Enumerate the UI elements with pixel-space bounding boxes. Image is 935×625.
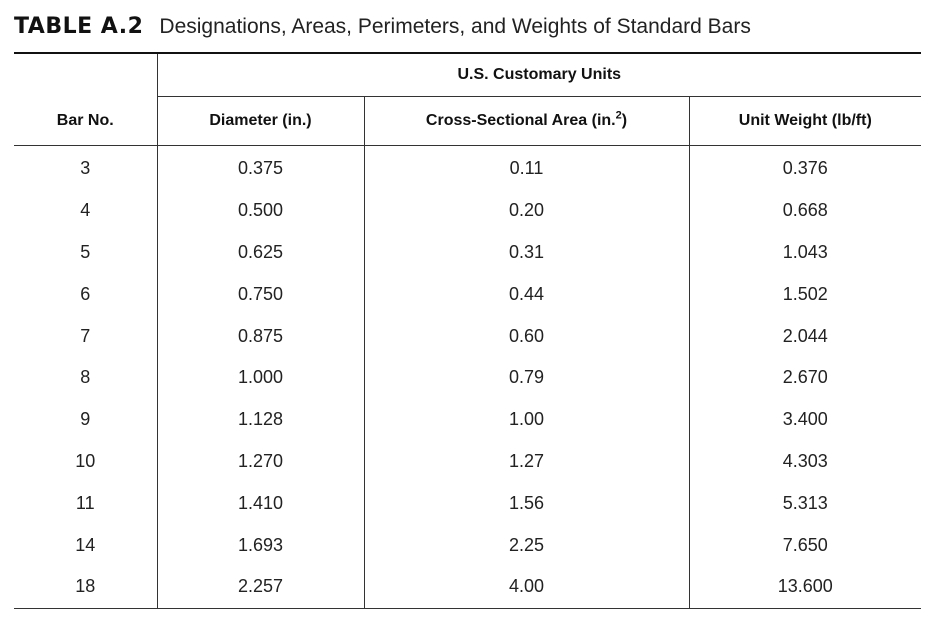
cell-area: 4.00 bbox=[364, 566, 689, 608]
cell-area: 0.44 bbox=[364, 273, 689, 315]
cell-diameter: 1.270 bbox=[157, 441, 364, 483]
table-row bbox=[14, 146, 921, 190]
group-header-row bbox=[14, 54, 921, 97]
table-caption bbox=[14, 14, 751, 46]
cell-bar-no: 3 bbox=[80, 158, 91, 179]
cell-diameter: 1.410 bbox=[157, 482, 364, 524]
cell-diameter: 0.750 bbox=[157, 273, 364, 315]
cell-area: 1.00 bbox=[364, 399, 689, 441]
cell-unit-weight: 13.600 bbox=[689, 566, 921, 608]
table-row bbox=[14, 566, 921, 608]
cell-diameter: 0.625 bbox=[157, 232, 364, 274]
standard-bars-table bbox=[14, 54, 921, 609]
cell-bar-no: 8 bbox=[80, 367, 91, 388]
cell-unit-weight: 1.043 bbox=[689, 232, 921, 274]
cell-bar-no: 4 bbox=[80, 200, 91, 221]
table-row bbox=[14, 524, 921, 566]
cell-diameter: 0.875 bbox=[157, 315, 364, 357]
cell-area: 2.25 bbox=[364, 524, 689, 566]
table-row bbox=[14, 273, 921, 315]
table-row bbox=[14, 315, 921, 357]
units-group-header: U.S. Customary Units bbox=[157, 54, 921, 97]
cell-unit-weight: 0.376 bbox=[689, 146, 921, 190]
table-row bbox=[14, 399, 921, 441]
cell-bar-no: 18 bbox=[14, 566, 157, 608]
table-title: Designations, Areas, Perimeters, and Weights of Standard Bars bbox=[159, 15, 751, 38]
cell-area: 0.11 bbox=[364, 146, 689, 190]
column-header-row bbox=[14, 97, 921, 146]
cell-unit-weight: 5.313 bbox=[689, 482, 921, 524]
cell-area: 0.60 bbox=[364, 315, 689, 357]
cell-area: 0.20 bbox=[364, 190, 689, 232]
cell-area: 0.31 bbox=[364, 232, 689, 274]
cell-diameter: 1.128 bbox=[157, 399, 364, 441]
header-diameter: Diameter (in.) bbox=[157, 97, 364, 146]
cell-diameter: 0.500 bbox=[157, 190, 364, 232]
blank-header-cell bbox=[14, 54, 157, 97]
cell-unit-weight: 0.668 bbox=[689, 190, 921, 232]
header-area-close: ) bbox=[621, 112, 628, 129]
header-unit-weight: Unit Weight (lb/ft) bbox=[689, 97, 921, 146]
table-row bbox=[14, 232, 921, 274]
cell-unit-weight: 2.670 bbox=[689, 357, 921, 399]
cell-bar-no: 7 bbox=[80, 325, 91, 346]
cell-bar-no: 14 bbox=[75, 534, 96, 555]
table-row bbox=[14, 482, 921, 524]
cell-diameter: 2.257 bbox=[157, 566, 364, 608]
table-row bbox=[14, 357, 921, 399]
cell-area: 1.56 bbox=[364, 482, 689, 524]
cell-area: 1.27 bbox=[364, 441, 689, 483]
cell-bar-no: 10 bbox=[75, 450, 96, 471]
header-area-exponent: 2 bbox=[615, 109, 622, 122]
cell-bar-no: 9 bbox=[80, 409, 91, 430]
cell-diameter: 1.000 bbox=[157, 357, 364, 399]
table-row bbox=[14, 190, 921, 232]
cell-unit-weight: 7.650 bbox=[689, 524, 921, 566]
header-bar-no: Bar No. bbox=[14, 97, 157, 146]
cell-diameter: 0.375 bbox=[157, 146, 364, 190]
table-row bbox=[14, 441, 921, 483]
cell-unit-weight: 1.502 bbox=[689, 273, 921, 315]
cell-bar-no: 11 bbox=[75, 492, 95, 513]
cell-bar-no: 5 bbox=[80, 241, 91, 262]
table-number: TABLE A.2 bbox=[14, 14, 144, 39]
cell-bar-no: 6 bbox=[80, 283, 91, 304]
cell-diameter: 1.693 bbox=[157, 524, 364, 566]
cell-area: 0.79 bbox=[364, 357, 689, 399]
header-area-text: Cross-Sectional Area (in. bbox=[425, 112, 616, 129]
cell-unit-weight: 4.303 bbox=[689, 441, 921, 483]
header-cross-sectional-area bbox=[364, 97, 689, 146]
cell-unit-weight: 3.400 bbox=[689, 399, 921, 441]
cell-unit-weight: 2.044 bbox=[689, 315, 921, 357]
